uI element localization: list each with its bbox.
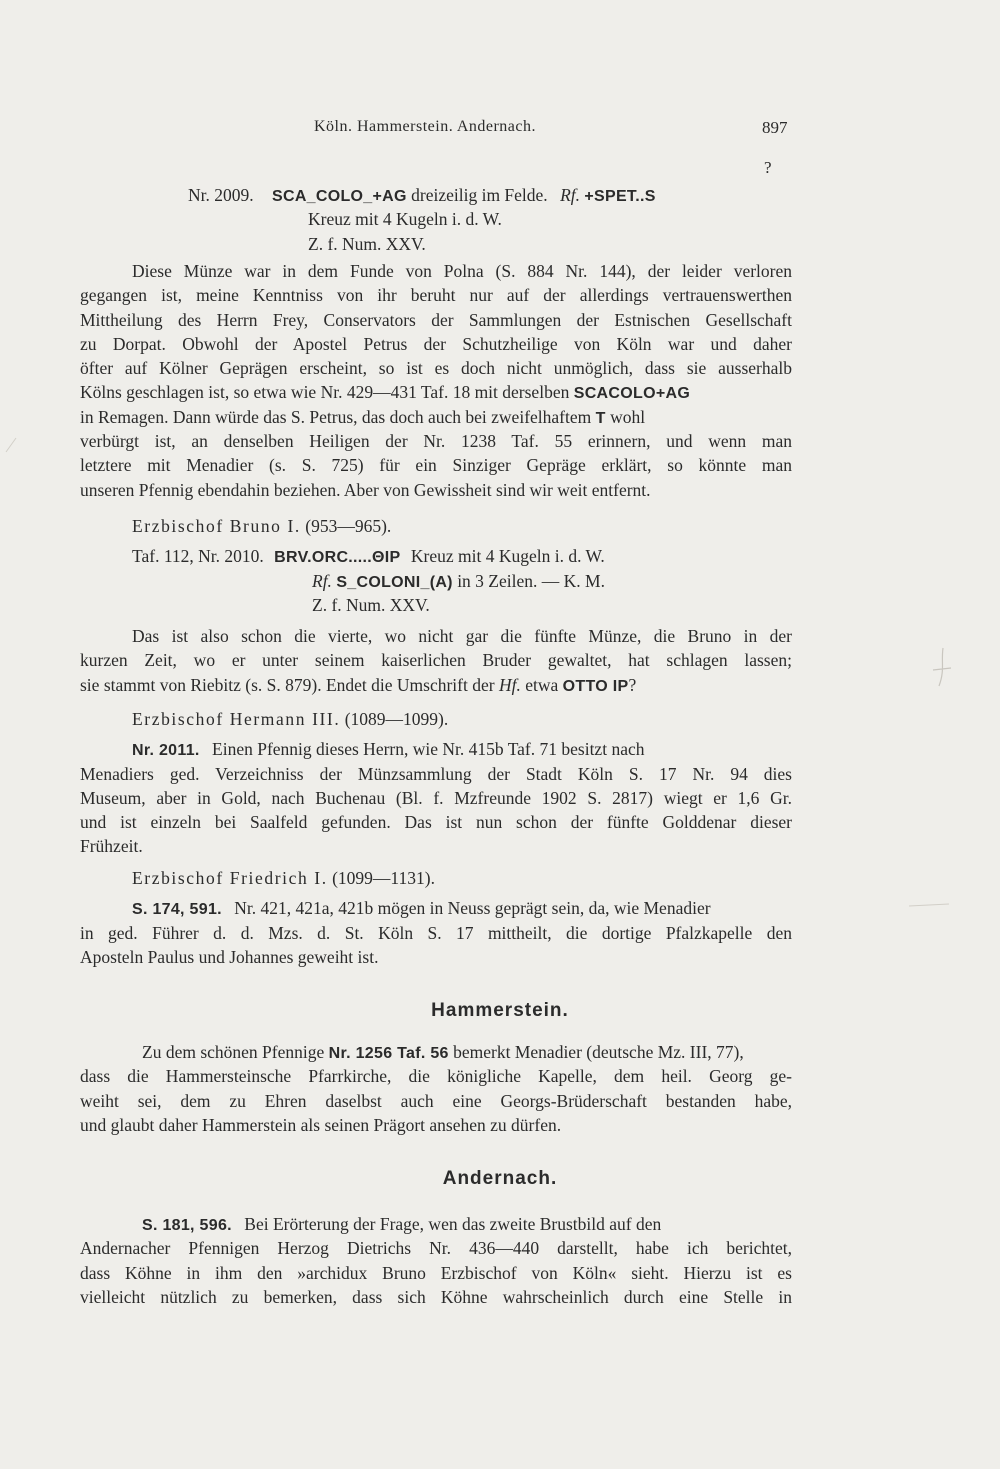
text-line: Diese Münze war in dem Funde von Polna (S. 884 Nr. 144), der leider verloren — [132, 261, 792, 281]
text-line: verbürgt ist, an denselben Heiligen der Nr. 1238 Taf. 55 erinnern, und wenn man — [80, 431, 792, 452]
coin-legend: OTTO IP — [562, 677, 629, 695]
entry-2009 — [80, 183, 792, 256]
section-hammerstein: Zu dem schönen Pfennige Nr. 1256 Taf. 56 bemerkt Menadier (deutsche Mz. III, 77), dass die Hammersteinsche Pfarrkirche, die königliche Kapelle, dem heil. Georg ge- weiht sei, dem zu Ehren daselbst auch eine Georgs-Brüderschaft bestanden habe, und glaubt daher Hammerstein als seinen Prägort ansehen zu dürfen. — [80, 1040, 792, 1137]
entry-number: Nr. 2009. — [188, 185, 254, 205]
entry-description: dreizeilig im Felde. — [411, 185, 548, 205]
text-line: Mittheilung des Herrn Frey, Conservators der Sammlungen der Estnischen Gesellschaft — [80, 309, 792, 330]
section-hermann: Erzbischof Hermann III. (1089—1099). Nr. 2011. Einen Pfennig dieses Herrn, wie Nr. 415b Taf. 71 besitzt nach Menadiers ged. Verzeichniss der Münzsammlung der Stadt Köln S. 17 Nr. 94 dies Museum, aber in Gold, nach Buchenau (Bl. f. Mzfreunde 1902 S. 2817) wiegt er 1,6 Gr. und ist einzeln bei Saalfeld gefunden. Das ist nun schon der fünfte Golddenar dieser Frühzeit. — [80, 707, 792, 859]
pencil-mark — [905, 896, 955, 916]
paragraph-bruno — [80, 624, 792, 697]
text-line: dass die Hammersteinsche Pfarrkirche, die königliche Kapelle, dem heil. Georg ge- — [80, 1066, 792, 1087]
section-heading: Erzbischof Friedrich I. (1099—1131). — [132, 868, 435, 888]
coin-letter: T — [595, 409, 606, 427]
text-line: sie stammt von Riebitz (s. S. 879). Endet die Umschrift der Hf. etwa OTTO IP? — [80, 674, 637, 695]
section-heading-hammerstein: Hammerstein. — [431, 1000, 569, 1021]
text-line: in Remagen. Dann würde das S. Petrus, das doch auch bei zweifelhaftem T wohl — [80, 406, 646, 427]
coin-legend: S_COLONI_(A) — [336, 573, 453, 591]
text-line: Menadiers ged. Verzeichniss der Münzsammlung der Stadt Köln S. 17 Nr. 94 dies — [80, 763, 792, 784]
text-line: und glaubt daher Hammerstein als seinen Prägort ansehen zu dürfen. — [80, 1114, 562, 1135]
question-mark: ? — [764, 158, 772, 177]
text-line: unseren Pfennig ebendahin beziehen. Aber von Gewissheit sind wir weit entfernt. — [80, 479, 651, 500]
entry-reference: Z. f. Num. XXV. — [312, 594, 430, 615]
running-title: Köln. Hammerstein. Andernach. — [314, 118, 536, 135]
text-line: Kölns geschlagen ist, so etwa wie Nr. 429—431 Taf. 18 mit derselben SCACOLO+AG — [80, 382, 691, 403]
coin-legend: SCA_COLO_+AG — [272, 188, 407, 205]
running-header — [0, 118, 1000, 142]
entry-line: Kreuz mit 4 Kugeln i. d. W. — [308, 209, 502, 230]
reverse-legend: +SPET..S — [584, 188, 656, 205]
section-friedrich: Erzbischof Friedrich I. (1099—1131). S. 174, 591. Nr. 421, 421a, 421b mögen in Neuss geprägt sein, da, wie Menadier in ged. Führer d. d. Mzs. d. St. Köln S. 17 mittheilt, die dortige Pfalzkapelle den Aposteln Paulus und Johannes geweiht ist. — [80, 866, 792, 969]
reverse-label: Rf. — [560, 185, 580, 205]
page-number: 897 — [762, 118, 788, 137]
text-line: in ged. Führer d. d. Mzs. d. St. Köln S. 17 mittheilt, die dortige Pfalzkapelle den — [80, 922, 792, 943]
section-heading: Erzbischof Hermann III. (1089—1099). — [132, 709, 449, 729]
pencil-mark — [0, 430, 30, 460]
entry-reference: Z. f. Num. XXV. — [308, 233, 426, 254]
text-line: kurzen Zeit, wo er unter seinem kaiserlichen Bruder gewaltet, hat schlagen lassen; — [80, 650, 792, 671]
section-andernach: S. 181, 596. Bei Erörterung der Frage, wen das zweite Brustbild auf den Andernacher Pfennigen Herzog Dietrichs Nr. 436—440 darstellt, habe ich berichtet, dass Köhne in ihm den »archidux Bruno Erzbischof von Köln« sieht. Hierzu ist es vielleicht nützlich zu bemerken, dass sich Köhne wahrscheinlich durch eine Stelle in — [80, 1212, 792, 1309]
section-bruno: Erzbischof Bruno I. (953—965). Taf. 112, Nr. 2010. BRV.ORC.....ΘIP Kreuz mit 4 Kugeln i. d. W. Rf. S_COLONI_(A) in 3 Zeilen. — K. M. Z. f. Num. XXV. — [80, 514, 792, 617]
section-heading-andernach: Andernach. — [442, 1168, 558, 1189]
coin-reference: Nr. 1256 Taf. 56 — [328, 1045, 449, 1062]
text-line: öfter auf Kölner Geprägen erscheint, so ist es doch nicht unmöglich, dass sie ausserhalb — [80, 358, 792, 379]
text-line: Aposteln Paulus und Johannes geweiht ist. — [80, 946, 379, 967]
text-line: letztere mit Menadier (s. S. 725) für ein Sinziger Gepräge erklärt, so könnte man — [80, 455, 792, 476]
text-line: vielleicht nützlich zu bemerken, dass sich Köhne wahrscheinlich durch eine Stelle in — [80, 1286, 792, 1307]
page-reference: S. 181, 596. — [142, 1217, 232, 1234]
section-heading: Erzbischof Bruno I. (953—965). — [132, 516, 392, 536]
paragraph-polna — [80, 259, 792, 502]
text-line: Das ist also schon die vierte, wo nicht gar die fünfte Münze, die Bruno in der — [132, 626, 792, 646]
text-line: Frühzeit. — [80, 836, 143, 857]
text-line: und ist einzeln bei Saalfeld gefunden. Das ist nun schon der fünfte Golddenar dieser — [80, 812, 792, 833]
text-line: zu Dorpat. Obwohl der Apostel Petrus der Schutzheilige von Köln war und daher — [80, 333, 792, 354]
text-line: Museum, aber in Gold, nach Buchenau (Bl. f. Mzfreunde 1902 S. 2817) wiegt er 1,6 Gr. — [80, 787, 792, 808]
reverse-label: Rf. — [312, 570, 332, 591]
pencil-mark — [925, 640, 965, 700]
text-line: Andernacher Pfennigen Herzog Dietrichs Nr. 436—440 darstellt, habe ich berichtet, — [80, 1238, 792, 1259]
page-reference: S. 174, 591. — [132, 901, 222, 919]
entry-2010: Taf. 112, Nr. 2010. BRV.ORC.....ΘIP Kreuz mit 4 Kugeln i. d. W. — [132, 546, 605, 567]
text-line: gegangen ist, meine Kenntniss von ihr beruht nur auf der allerdings vertrauenswerthen — [80, 285, 792, 306]
coin-legend: BRV.ORC.....ΘIP — [274, 549, 401, 567]
text-line: dass Köhne in ihm den »archidux Bruno Erzbischof von Köln« sieht. Hierzu ist es — [80, 1262, 792, 1283]
coin-legend: SCACOLO+AG — [573, 385, 691, 403]
entry-number: Nr. 2011. — [132, 742, 200, 760]
text-line: weiht sei, dem zu Ehren daselbst auch eine Georgs-Brüderschaft bestanden habe, — [80, 1090, 792, 1111]
